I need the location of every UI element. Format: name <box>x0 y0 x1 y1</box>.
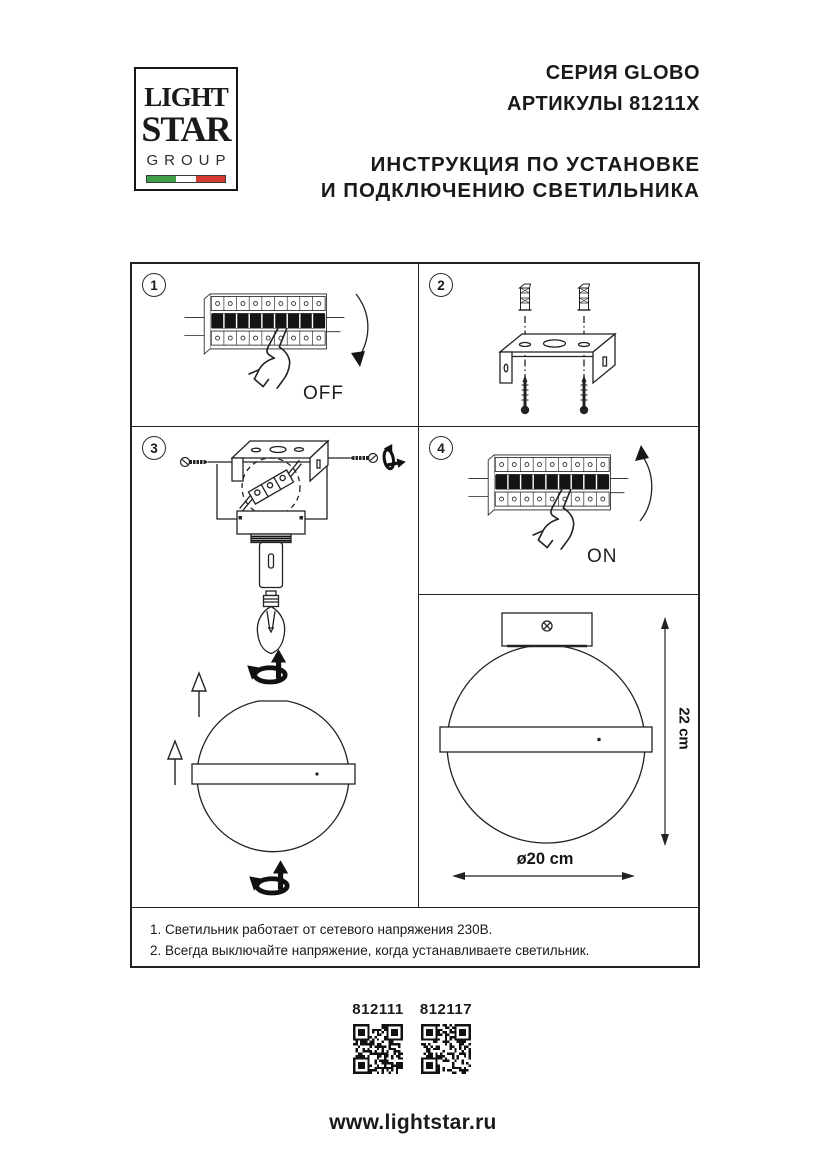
instruction-grid <box>130 262 700 968</box>
step2-number-badge: 2 <box>429 273 453 297</box>
rotate-arrow-icon <box>247 649 286 682</box>
safety-notes <box>132 907 698 966</box>
lamp-socket <box>260 543 283 588</box>
diameter-dimension-arrow <box>452 872 635 880</box>
canopy <box>237 511 305 534</box>
logo-word-light: LIGHT <box>144 82 228 112</box>
instruction-title-line2: И ПОДКЛЮЧЕНИЮ СВЕТИЛЬНИКА <box>320 179 700 202</box>
mounting-band <box>440 727 652 752</box>
screw-icon <box>181 458 233 467</box>
instruction-title-line1: ИНСТРУКЦИЯ ПО УСТАНОВКЕ <box>370 153 700 176</box>
step3-panel <box>132 427 419 907</box>
diameter-dimension-label: ø20 cm <box>516 850 574 868</box>
breaker-on-illustration <box>419 427 696 593</box>
mounting-bracket <box>500 334 615 383</box>
screw-icon <box>580 375 588 414</box>
assembly-exploded-illustration <box>132 427 417 907</box>
document-header <box>321 62 700 204</box>
switch-down-arrow-icon <box>356 294 368 359</box>
breaker-off-illustration <box>132 264 417 425</box>
up-arrow-icon <box>192 673 206 717</box>
switch-up-arrow-icon <box>640 454 652 521</box>
article-code-812111: 812111 <box>352 1001 404 1018</box>
step4-panel <box>419 427 698 595</box>
height-dimension-label: 22 cm <box>675 707 693 750</box>
height-dimension-arrow <box>661 617 669 846</box>
on-label: ON <box>587 546 618 567</box>
qr-code <box>421 1024 471 1074</box>
lightstar-logo <box>134 67 238 191</box>
logo-word-star: STAR <box>141 109 231 149</box>
step1-panel <box>132 264 419 427</box>
note-line-2: 2. Всегда выключайте напряжение, когда устанавливаете светильник. <box>150 943 590 958</box>
italian-flag-stripe <box>146 175 226 183</box>
up-arrow-icon <box>168 741 182 785</box>
terminal-block-icon <box>234 460 308 512</box>
bracket-mounting-illustration <box>419 264 696 425</box>
wall-plug-icon <box>519 284 532 310</box>
dimensions-panel <box>419 595 698 907</box>
screw-icon <box>521 375 529 414</box>
socket-thread <box>251 534 291 543</box>
screw-icon <box>328 454 378 463</box>
articles-title: АРТИКУЛЫ 81211X <box>506 93 700 115</box>
step4-number-badge: 4 <box>429 436 453 460</box>
step1-number-badge: 1 <box>142 273 166 297</box>
step2-panel <box>419 264 698 427</box>
mounting-band <box>192 764 355 784</box>
note-line-1: 1. Светильник работает от сетевого напряжения 230В. <box>150 922 493 937</box>
rotate-arrow-icon <box>249 860 288 893</box>
article-code-812117: 812117 <box>419 1001 473 1018</box>
off-label: OFF <box>303 383 344 404</box>
ceiling-plate <box>502 613 592 646</box>
wall-plug-icon <box>578 284 591 310</box>
bulb-icon <box>257 591 284 654</box>
qr-code <box>353 1024 403 1074</box>
series-title: СЕРИЯ GLOBO <box>545 62 700 84</box>
rotate-arrow-icon <box>382 442 407 470</box>
step3-number-badge: 3 <box>142 436 166 460</box>
website-url: www.lightstar.ru <box>329 1111 497 1134</box>
logo-word-group: GROUP <box>146 152 232 169</box>
